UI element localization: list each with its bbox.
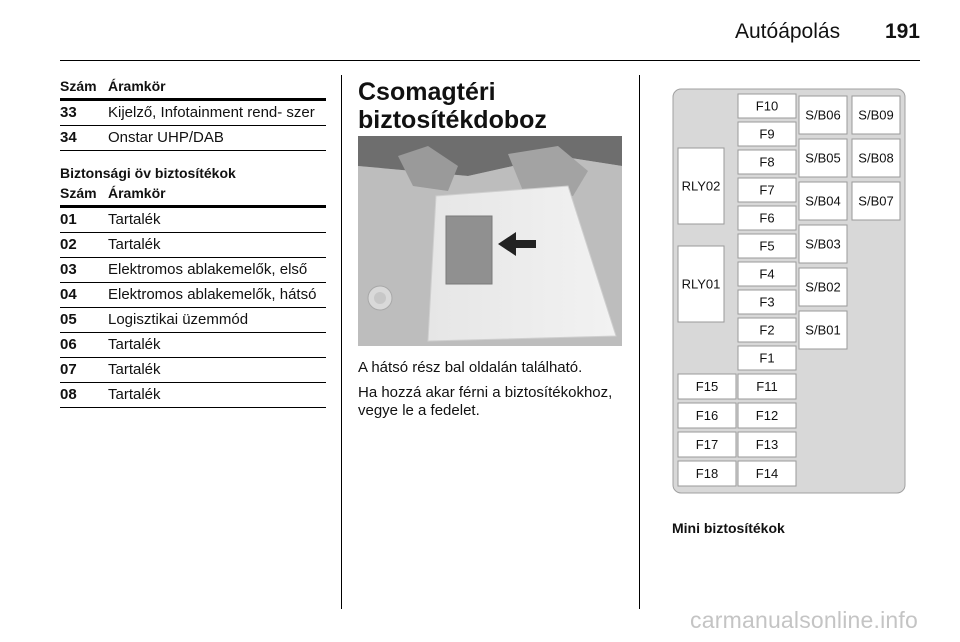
table-row <box>60 308 326 333</box>
table2-col-num: Szám <box>60 185 97 201</box>
heading-line-2: biztosítékdoboz <box>358 106 547 134</box>
fuse-number: 06 <box>60 336 77 353</box>
header-rule <box>60 60 920 61</box>
table1-body <box>60 101 326 151</box>
fuse-box-label: F16 <box>695 408 719 423</box>
relay-box-label: RLY02 <box>681 178 721 194</box>
table2-body <box>60 208 326 408</box>
fuse-number: 04 <box>60 286 77 303</box>
circuit-name: Tartalék <box>108 386 161 403</box>
fuse-box-label: F13 <box>755 437 779 452</box>
sb-fuse-box-label: S/B03 <box>805 236 841 252</box>
fuse-box-label: F2 <box>759 322 775 338</box>
fuse-number: 33 <box>60 104 77 121</box>
circuit-name: Onstar UHP/DAB <box>108 129 224 146</box>
fuse-number: 08 <box>60 386 77 403</box>
fuse-box-label: F1 <box>759 350 775 366</box>
fuse-box-label: F7 <box>759 182 775 198</box>
fusebox-caption <box>358 359 623 427</box>
table-row <box>60 126 326 151</box>
fuse-box-label: F14 <box>755 466 779 481</box>
fuse-box-label: F15 <box>695 379 719 394</box>
table1-header <box>60 78 326 101</box>
sb-fuse-box-label: S/B04 <box>805 193 841 209</box>
page-number: 191 <box>884 20 920 43</box>
fuse-number: 05 <box>60 311 77 328</box>
section-heading <box>358 78 623 134</box>
watermark: carmanualsonline.info <box>690 607 918 633</box>
table-row <box>60 283 326 308</box>
trunk-fusebox-photo <box>358 136 622 346</box>
seatbelt-fuses-heading: Biztonsági öv biztosítékok <box>60 165 236 181</box>
fuse-number: 07 <box>60 361 77 378</box>
table-row <box>60 101 326 126</box>
access-text: Ha hozzá akar férni a biztosítékokhoz, vegye le a fedelet. <box>358 384 613 419</box>
table-row <box>60 383 326 408</box>
fuse-number: 03 <box>60 261 77 278</box>
sb-fuse-box-label: S/B07 <box>858 193 894 209</box>
fuse-box-label: F18 <box>695 466 719 481</box>
column-divider-2 <box>639 75 640 609</box>
fuse-box-label: F3 <box>759 294 775 310</box>
column-divider-1 <box>341 75 342 609</box>
page-header <box>60 14 920 50</box>
circuit-name: Tartalék <box>108 236 161 253</box>
relay-box-label: RLY01 <box>681 276 721 292</box>
fuse-number: 34 <box>60 129 77 146</box>
table-row <box>60 233 326 258</box>
fuse-number: 02 <box>60 236 77 253</box>
fusebox-diagram <box>672 88 906 494</box>
sb-fuse-box-label: S/B01 <box>805 322 841 338</box>
table1-col-num: Szám <box>60 78 97 94</box>
circuit-name: Kijelző, Infotainment rend- szer <box>108 104 315 121</box>
fuse-number: 01 <box>60 211 77 228</box>
table-row <box>60 358 326 383</box>
sb-fuse-box-label: S/B05 <box>805 150 841 166</box>
fuse-box-label: F5 <box>759 238 775 254</box>
mini-fuses-caption: Mini biztosítékok <box>672 520 785 536</box>
fuse-box-label: F4 <box>759 266 775 282</box>
heading-line-1: Csomagtéri <box>358 78 496 106</box>
circuit-name: Logisztikai üzemmód <box>108 311 249 328</box>
table-row <box>60 333 326 358</box>
circuit-name: Tartalék <box>108 336 161 353</box>
circuit-name: Tartalék <box>108 361 161 378</box>
chapter-title: Autóápolás <box>735 20 841 43</box>
table2-col-circuit: Áramkör <box>108 185 166 201</box>
fuse-box-label: F9 <box>759 126 775 142</box>
fuse-box-label: F12 <box>755 408 779 423</box>
circuit-name: Tartalék <box>108 211 161 228</box>
trunk-fusebox-column <box>358 78 623 419</box>
location-text: A hátsó rész bal oldalán található. <box>358 359 583 376</box>
table-row <box>60 258 326 283</box>
fuse-box-label: F10 <box>755 98 779 114</box>
fuse-box-label: F17 <box>695 437 719 452</box>
fuse-box-label: F11 <box>756 379 778 394</box>
table1-col-circuit: Áramkör <box>108 78 166 94</box>
sb-fuse-box-label: S/B06 <box>805 107 841 123</box>
circuit-name: Elektromos ablakemelők, hátsó <box>108 286 317 303</box>
circuit-name: Elektromos ablakemelők, első <box>108 261 308 278</box>
sb-fuse-box-label: S/B09 <box>858 107 894 123</box>
fuse-box-label: F8 <box>759 154 775 170</box>
sb-fuse-box-label: S/B08 <box>858 150 894 166</box>
table-row <box>60 208 326 233</box>
fuse-box-label: F6 <box>759 210 775 226</box>
fuse-tables-column <box>60 78 326 408</box>
sb-fuse-box-label: S/B02 <box>805 279 841 295</box>
table2-header <box>60 185 326 208</box>
